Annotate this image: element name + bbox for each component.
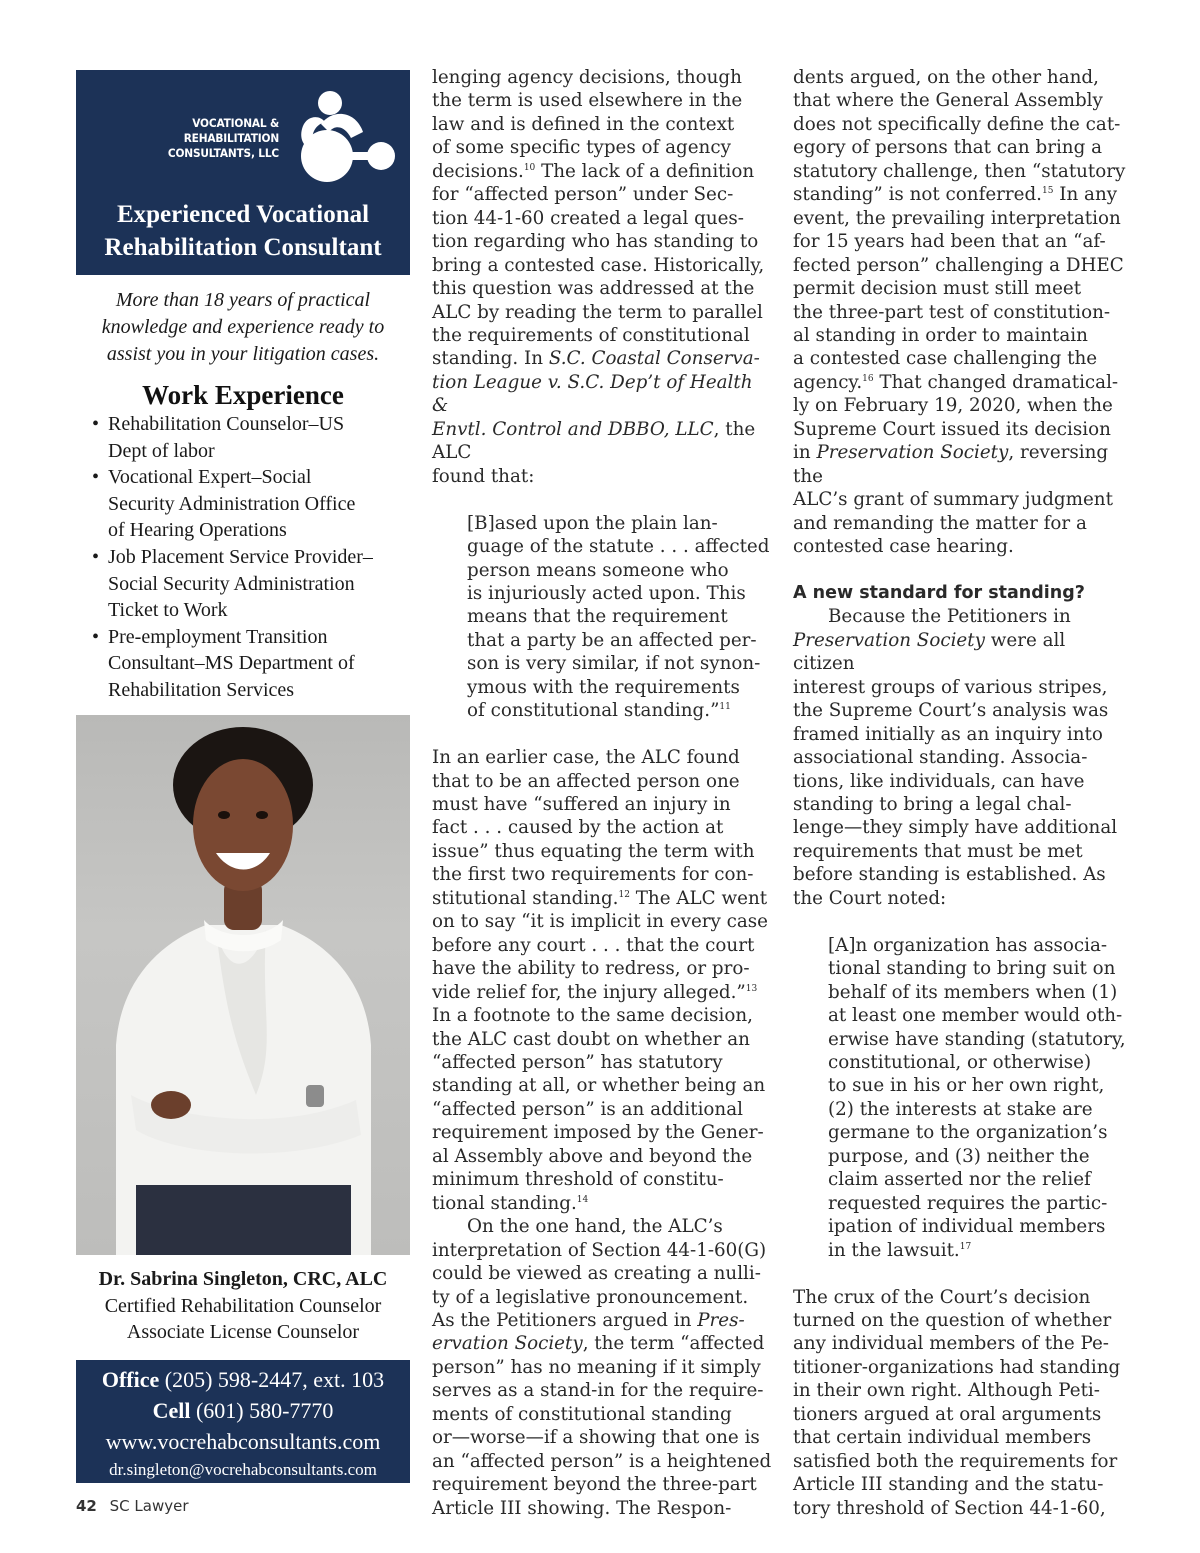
block-quote: [828, 934, 1129, 1262]
office-label: Office: [101, 1367, 160, 1392]
work-item-line: • Pre-employment Transition: [108, 625, 328, 648]
cell-label: Cell: [152, 1398, 191, 1423]
article-column-2: [793, 66, 1129, 1520]
text-line: (2) the interests at stake are: [828, 1098, 1093, 1120]
consultant-title: Certified Rehabilitation Counselor: [104, 1294, 382, 1317]
text-line: On the one hand, the ALC’s: [467, 1216, 723, 1238]
text-line: serves as a stand-in for the require-: [432, 1380, 764, 1402]
paragraph: [432, 1215, 772, 1520]
case-citation: ervation Society: [432, 1333, 583, 1355]
text-line: interest groups of various stripes,: [793, 676, 1108, 698]
work-experience-list: [92, 411, 398, 704]
text-line: the requirements of constitutional: [432, 324, 750, 346]
work-item-line: • Rehabilitation Counselor–US: [108, 413, 345, 435]
case-citation: Preservation Society: [793, 629, 985, 651]
text-line: requirements that must be met: [793, 840, 1083, 862]
cell-phone-line: [76, 1395, 410, 1426]
text-line: were all citizen: [793, 629, 1066, 675]
text-line: issue” thus equating the term with: [432, 840, 755, 862]
text-line: associational standing. Associa-: [793, 747, 1088, 769]
text-line: bring a contested case. Historically,: [432, 254, 765, 276]
text-line: the Court noted:: [793, 887, 947, 909]
footnote-ref[interactable]: 15: [1041, 186, 1054, 197]
text-line: tion regarding who has standing to: [432, 231, 759, 253]
text-line: or—worse—if a showing that one is: [432, 1427, 760, 1449]
work-item-line: Security Administration Office: [108, 492, 356, 515]
footnote-ref[interactable]: 10: [523, 162, 536, 173]
text-line: ALC’s grant of summary judgment: [793, 489, 1113, 511]
text-line: could be viewed as creating a nulli-: [432, 1263, 761, 1285]
work-item-line: Rehabilitation Services: [108, 678, 295, 701]
text-line: tioners argued at oral arguments: [793, 1403, 1102, 1425]
work-item-line: Dept of labor: [108, 439, 215, 462]
text-line: ty of a legislative pronouncement.: [432, 1286, 749, 1308]
text-line: agency.: [793, 371, 863, 393]
ad-headline: [76, 198, 410, 264]
text-line: egory of persons that can bring a: [793, 137, 1102, 159]
ad-header: [76, 70, 410, 275]
text-line: ipation of individual members: [828, 1216, 1106, 1238]
text-line: The lack of a definition: [535, 160, 755, 182]
work-item: [92, 624, 398, 704]
text-line: ly on February 19, 2020, when the: [793, 395, 1113, 417]
company-logo-text: [109, 116, 279, 161]
work-experience-heading: Work Experience: [142, 380, 344, 410]
text-line: the Supreme Court’s analysis was: [793, 700, 1109, 722]
text-line: In a footnote to the same decision,: [432, 1005, 753, 1027]
text-line: tion 44-1-60 created a legal ques-: [432, 207, 744, 229]
logo-line-1: VOCATIONAL & REHABILITATION: [183, 116, 279, 145]
text-line: As the Petitioners argued in: [432, 1309, 698, 1331]
section-subheading: A new standard for standing?: [793, 582, 1085, 603]
case-citation: Envtl. Control and DBBO, LLC: [432, 418, 714, 440]
case-citation: S.C. Coastal Conserva-: [548, 348, 760, 370]
text-line: of constitutional standing.”: [467, 700, 720, 722]
work-item-line: Consultant–MS Department of: [108, 652, 355, 675]
text-line: claim asserted nor the relief: [828, 1169, 1091, 1191]
text-line: ymous with the requirements: [467, 676, 740, 698]
text-line: ments of constitutional standing: [432, 1403, 732, 1425]
case-citation: tion League v. S.C. Dep’t of Health &: [432, 371, 753, 417]
office-phone[interactable]: (205) 598-2447, ext. 103: [164, 1367, 385, 1392]
text-line: turned on the question of whether: [793, 1309, 1112, 1331]
text-line: Article III standing and the statu-: [793, 1474, 1104, 1496]
ad-tagline-line: assist you in your litigation cases.: [106, 343, 380, 365]
ad-headline-line-2: Rehabilitation Consultant: [104, 234, 382, 261]
work-item-line: • Job Placement Service Provider–: [108, 545, 373, 568]
text-line: erwise have standing (statutory,: [828, 1028, 1126, 1050]
text-line: for “affected person” under Sec-: [432, 184, 734, 206]
text-line: fected person” challenging a DHEC: [793, 254, 1124, 276]
text-line: son is very similar, if not synon-: [467, 653, 761, 675]
text-line: framed initially as an inquiry into: [793, 723, 1103, 745]
text-line: in the lawsuit.: [828, 1239, 960, 1261]
footnote-ref[interactable]: 13: [745, 983, 758, 994]
text-line: before any court . . . that the court: [432, 934, 755, 956]
text-line: standing at all, or whether being an: [432, 1075, 766, 1097]
text-line: titioner-organizations had standing: [793, 1356, 1121, 1378]
text-line: for 15 years had been that an “af-: [793, 231, 1106, 253]
text-line: the ALC cast doubt on whether an: [432, 1028, 750, 1050]
text-line: vide relief for, the injury alleged.”: [432, 981, 746, 1003]
email-link[interactable]: dr.singleton@vocrehabconsultants.com: [109, 1460, 377, 1479]
text-line: the three-part test of constitution-: [793, 301, 1111, 323]
cell-phone[interactable]: (601) 580-7770: [195, 1398, 334, 1423]
work-item: [92, 464, 398, 544]
text-line: before standing is established. As: [793, 864, 1106, 886]
text-line: fact . . . caused by the action at: [432, 817, 724, 839]
logo-line-2: CONSULTANTS, LLC: [167, 146, 279, 160]
consultant-name: Dr. Sabrina Singleton, CRC, ALC: [98, 1268, 388, 1290]
page-number: 42: [76, 1497, 97, 1515]
text-line: , the term “affected: [582, 1333, 765, 1355]
text-line: germane to the organization’s: [828, 1122, 1108, 1144]
text-line: Article III showing. The Respon-: [432, 1497, 732, 1519]
text-line: Supreme Court issued its decision: [793, 418, 1111, 440]
website-link[interactable]: www.vocrehabconsultants.com: [105, 1429, 381, 1454]
text-line: of some specific types of agency: [432, 137, 731, 159]
text-line: , the ALC: [432, 418, 756, 464]
text-line: tory threshold of Section 44-1-60,: [793, 1497, 1106, 1519]
text-line: requested requires the partic-: [828, 1192, 1108, 1214]
ad-contact-block: [76, 1360, 410, 1483]
text-line: that a party be an affected per-: [467, 629, 757, 651]
text-line: Because the Petitioners in: [828, 606, 1071, 628]
consultant-title: Associate License Counselor: [126, 1321, 360, 1343]
portrait-illustration: [76, 715, 410, 1255]
text-line: constitutional, or otherwise): [828, 1052, 1092, 1073]
text-line: The ALC went: [629, 887, 768, 909]
consultant-photo: [76, 715, 410, 1255]
ad-tagline: [90, 287, 396, 368]
text-line: dents argued, on the other hand,: [793, 67, 1099, 88]
text-line: , reversing the: [793, 442, 1109, 487]
text-line: found that:: [432, 465, 535, 487]
text-line: this question was addressed at the: [432, 278, 755, 300]
text-line: must have “suffered an injury in: [432, 794, 731, 816]
text-line: law and is defined in the context: [432, 113, 735, 135]
case-citation: Preservation Society: [816, 442, 1009, 464]
footnote-ref[interactable]: 11: [719, 702, 731, 713]
ad-tagline-line: knowledge and experience ready to: [101, 316, 385, 338]
text-line: “affected person” has statutory: [432, 1052, 723, 1073]
text-line: the first two requirements for con-: [432, 864, 754, 886]
footnote-ref[interactable]: 14: [576, 1194, 589, 1205]
text-line: and remanding the matter for a: [793, 512, 1087, 534]
text-line: on to say “it is implicit in every case: [432, 911, 768, 933]
text-line: The crux of the Court’s decision: [793, 1286, 1091, 1308]
text-line: that certain individual members: [793, 1427, 1092, 1449]
text-line: decisions.: [432, 160, 524, 182]
work-item: [92, 411, 398, 464]
footnote-ref[interactable]: 17: [959, 1241, 972, 1252]
text-line: to sue in his or her own right,: [828, 1075, 1105, 1097]
text-line: stitutional standing.: [432, 887, 619, 909]
consultant-info: [76, 1266, 410, 1346]
paragraph: [793, 66, 1129, 559]
text-line: lenge—they simply have additional: [793, 817, 1118, 839]
publication-name: SC Lawyer: [109, 1497, 189, 1515]
text-line: any individual members of the Pe-: [793, 1333, 1109, 1355]
work-item: [92, 544, 398, 624]
paragraph: [793, 605, 1129, 910]
work-item-line: Ticket to Work: [108, 599, 228, 622]
text-line: interpretation of Section 44-1-60(G): [432, 1239, 767, 1261]
paragraph: [793, 1286, 1129, 1521]
text-line: in their own right. Although Peti-: [793, 1380, 1100, 1402]
footnote-ref[interactable]: 12: [618, 889, 630, 900]
footnote-ref[interactable]: 16: [862, 373, 874, 384]
ad-tagline-line: More than 18 years of practical: [115, 289, 371, 311]
text-line: does not specifically define the cat-: [793, 113, 1121, 135]
text-line: in: [793, 442, 817, 464]
text-line: behalf of its members when (1): [828, 981, 1118, 1003]
text-line: [A]n organization has associa-: [828, 934, 1108, 956]
text-line: person means someone who: [467, 559, 729, 581]
text-line: purpose, and (3) neither the: [828, 1145, 1090, 1167]
paragraph: [432, 746, 772, 1215]
text-line: standing to bring a legal chal-: [793, 794, 1072, 816]
text-line: is injuriously acted upon. This: [467, 582, 746, 604]
text-line: In any: [1053, 184, 1118, 206]
text-line: have the ability to redress, or pro-: [432, 958, 750, 980]
text-line: [B]ased upon the plain lan-: [467, 512, 718, 534]
case-citation: Pres-: [697, 1309, 745, 1331]
text-line: requirement beyond the three-part: [432, 1474, 757, 1496]
text-line: guage of the statute . . . affected: [467, 536, 770, 558]
work-item-line: • Vocational Expert–Social: [108, 466, 312, 489]
ad-headline-line-1: Experienced Vocational: [116, 201, 370, 228]
text-line: that to be an affected person one: [432, 770, 740, 792]
work-item-line: Social Security Administration: [108, 572, 355, 595]
text-line: a contested case challenging the: [793, 348, 1098, 370]
text-line: tional standing.: [432, 1192, 577, 1214]
text-line: requirement imposed by the Gener-: [432, 1122, 764, 1144]
paragraph: [432, 66, 772, 488]
text-line: at least one member would oth-: [828, 1005, 1123, 1027]
text-line: standing. In: [432, 348, 549, 370]
text-line: tional standing to bring suit on: [828, 958, 1116, 980]
text-line: “affected person” is an additional: [432, 1098, 743, 1120]
work-item-line: of Hearing Operations: [108, 519, 287, 542]
text-line: means that the requirement: [467, 606, 728, 628]
text-line: event, the prevailing interpretation: [793, 207, 1121, 229]
article-column-1: [432, 66, 772, 1520]
text-line: standing” is not conferred.: [793, 184, 1042, 206]
text-line: al Assembly above and beyond the: [432, 1145, 753, 1167]
block-quote: [467, 512, 772, 723]
text-line: lenging agency decisions, though: [432, 67, 742, 88]
text-line: In an earlier case, the ALC found: [432, 747, 740, 769]
text-line: that where the General Assembly: [793, 90, 1103, 112]
page-footer: [76, 1497, 189, 1515]
text-line: contested case hearing.: [793, 536, 1014, 558]
office-phone-line: [76, 1364, 410, 1395]
text-line: minimum threshold of constitu-: [432, 1169, 724, 1191]
text-line: tions, like individuals, can have: [793, 770, 1085, 792]
company-logo-icon: [281, 86, 401, 191]
text-line: satisfied both the requirements for: [793, 1450, 1118, 1472]
text-line: al standing in order to maintain: [793, 324, 1088, 346]
text-line: an “affected person” is a heightened: [432, 1450, 772, 1472]
text-line: permit decision must still meet: [793, 278, 1082, 300]
text-line: ALC by reading the term to parallel: [432, 301, 763, 323]
text-line: person” has no meaning if it simply: [432, 1356, 761, 1378]
advertisement: [76, 70, 410, 1483]
text-line: statutory challenge, then “statutory: [793, 160, 1126, 182]
text-line: the term is used elsewhere in the: [432, 90, 743, 112]
text-line: That changed dramatical-: [873, 371, 1119, 393]
